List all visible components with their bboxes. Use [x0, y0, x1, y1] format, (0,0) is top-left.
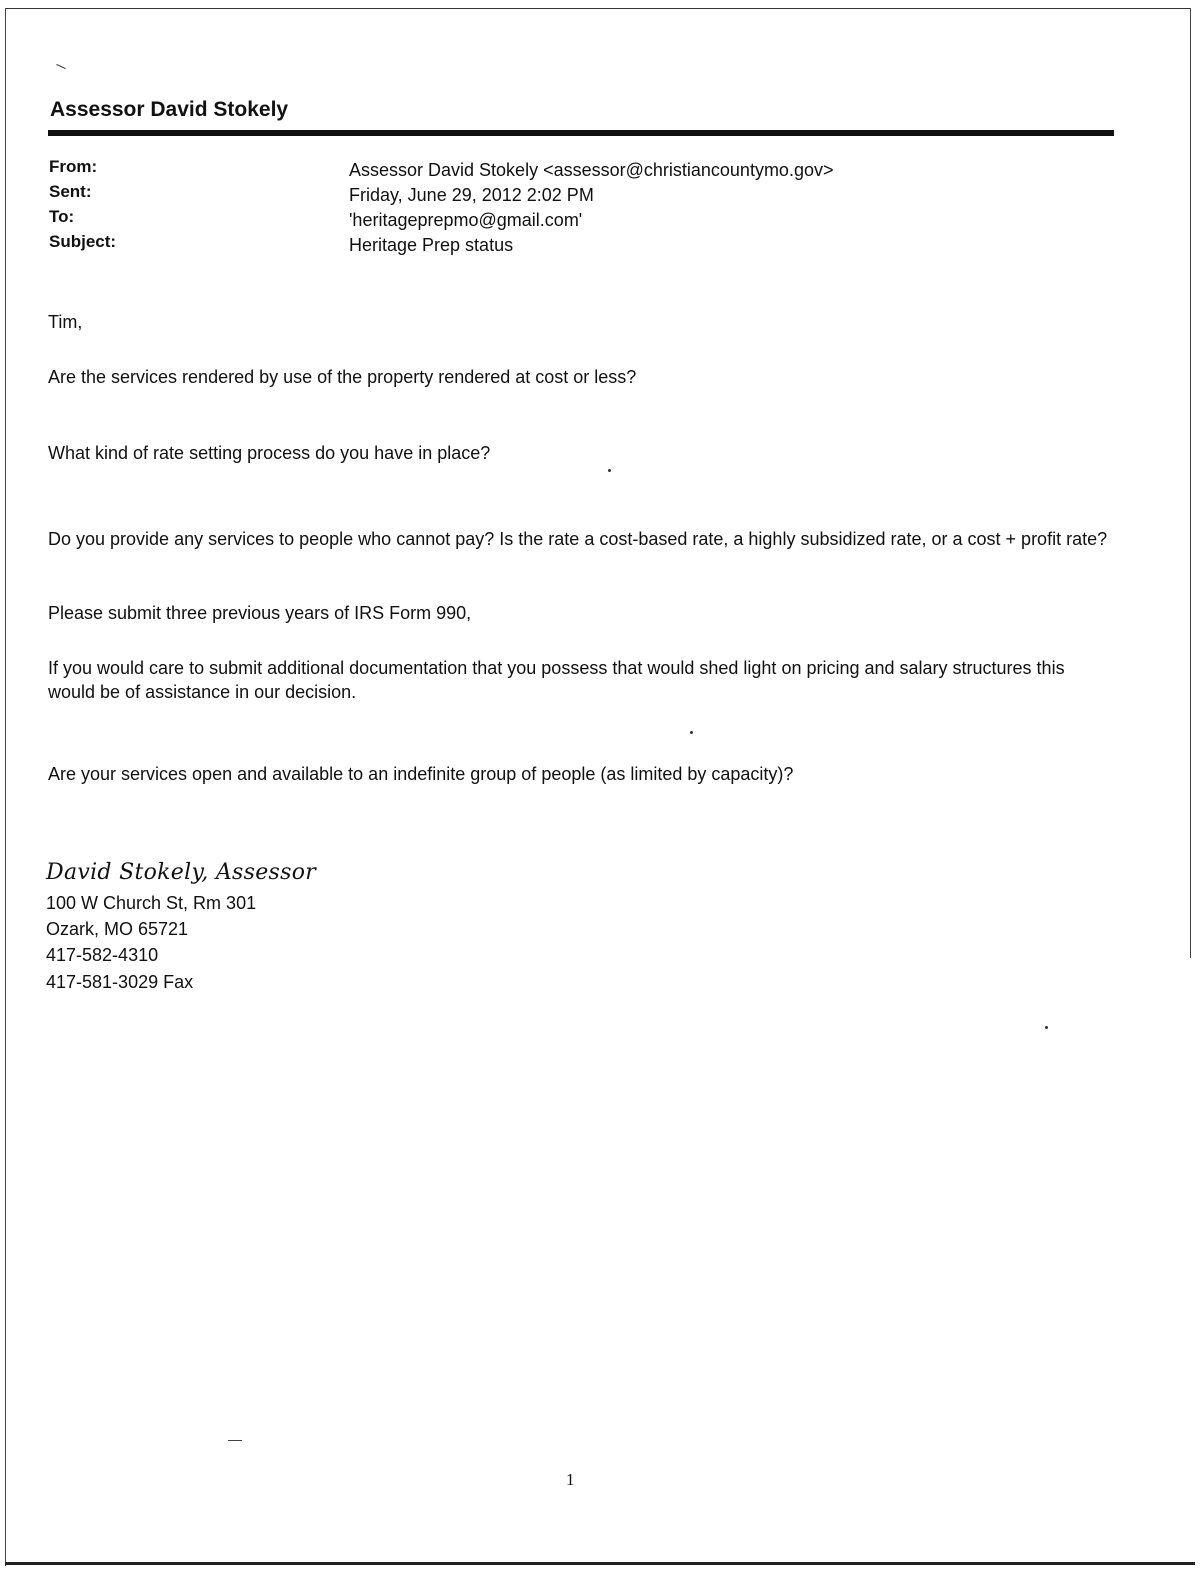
from-value: Assessor David Stokely <assessor@christiancountymo.gov>	[349, 160, 834, 180]
to-value: 'heritageprepmo@gmail.com'	[349, 210, 583, 230]
signature-address-line2: Ozark, MO 65721	[46, 919, 189, 939]
signature-phone: 417-582-4310	[46, 945, 159, 965]
subject-label: Subject:	[49, 232, 117, 251]
header-from	[0, 157, 1200, 182]
title-divider	[48, 130, 1114, 136]
to-label: To:	[49, 207, 75, 226]
scan-border-top	[6, 8, 1190, 9]
email-sender-title: Assessor David Stokely	[50, 98, 289, 121]
header-subject	[0, 232, 1200, 257]
from-label: From:	[49, 157, 98, 176]
body-paragraph: What kind of rate setting process do you have in place?	[48, 443, 491, 463]
scan-border-right	[1190, 8, 1191, 958]
scan-speck	[608, 469, 611, 472]
sent-value: Friday, June 29, 2012 2:02 PM	[349, 185, 594, 205]
signature-fax: 417-581-3029 Fax	[46, 972, 194, 992]
signature-name: David Stokely, Assessor	[46, 860, 317, 885]
body-paragraph: Are the services rendered by use of the property rendered at cost or less?	[48, 367, 637, 387]
scan-mark	[56, 64, 65, 69]
sent-label: Sent:	[49, 182, 92, 201]
signature-address-line1: 100 W Church St, Rm 301	[46, 893, 257, 913]
header-to	[0, 207, 1200, 232]
page-number: 1	[566, 1470, 575, 1489]
body-paragraph: If you would care to submit additional documentation that you possess that would shed light on pricing and salary structures this would be of assistance in our decision.	[48, 658, 1065, 702]
subject-value: Heritage Prep status	[349, 235, 514, 255]
scan-border-bottom	[5, 1562, 1195, 1565]
scan-speck	[690, 731, 693, 734]
scan-mark	[228, 1440, 242, 1441]
email-greeting: Tim,	[48, 312, 83, 332]
body-paragraph: Do you provide any services to people who cannot pay? Is the rate a cost-based rate, a highly subsidized rate, or a cost + profit rate?	[48, 529, 1108, 549]
scan-speck	[1045, 1026, 1048, 1029]
body-paragraph: Are your services open and available to an indefinite group of people (as limited by capacity)?	[48, 764, 794, 784]
header-sent	[0, 182, 1200, 207]
body-paragraph: Please submit three previous years of IRS Form 990,	[48, 603, 472, 623]
